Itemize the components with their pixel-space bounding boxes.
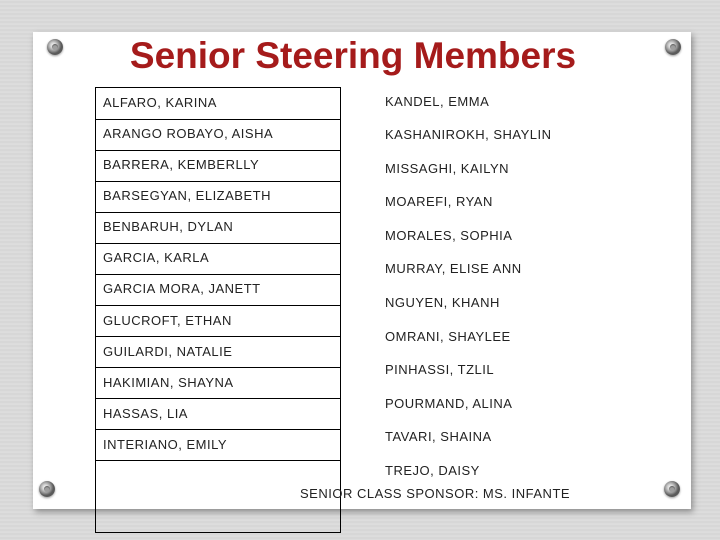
member-name: MURRAY, ELISE ANN: [385, 261, 522, 276]
member-name: POURMAND, ALINA: [385, 396, 513, 411]
member-name: PINHASSI, TZLIL: [385, 362, 495, 377]
member-name: GARCIA MORA, JANETT: [103, 281, 261, 296]
member-name: ARANGO ROBAYO, AISHA: [103, 126, 274, 141]
member-name: HAKIMIAN, SHAYNA: [103, 375, 234, 390]
member-name: OMRANI, SHAYLEE: [385, 329, 511, 344]
member-name: BARRERA, KEMBERLLY: [103, 157, 260, 172]
member-name: TREJO, DAISY: [385, 463, 480, 478]
member-name: KANDEL, EMMA: [385, 94, 490, 109]
member-name: HASSAS, LIA: [103, 406, 188, 421]
member-name: GUILARDI, NATALIE: [103, 344, 233, 359]
left-name-table: [95, 87, 341, 533]
pushpin-icon: [39, 481, 55, 497]
member-name: MISSAGHI, KAILYN: [385, 161, 510, 176]
member-name: GARCIA, KARLA: [103, 250, 210, 265]
pushpin-icon: [664, 481, 680, 497]
member-name: INTERIANO, EMILY: [103, 437, 228, 452]
slide-title: Senior Steering Members: [129, 35, 577, 76]
class-sponsor: SENIOR CLASS SPONSOR: MS. INFANTE: [300, 486, 571, 501]
member-name: MORALES, SOPHIA: [385, 228, 513, 243]
member-name: MOAREFI, RYAN: [385, 194, 493, 209]
member-name: TAVARI, SHAINA: [385, 429, 492, 444]
member-name: BARSEGYAN, ELIZABETH: [103, 188, 271, 203]
member-name: KASHANIROKH, SHAYLIN: [385, 127, 552, 142]
member-name: BENBARUH, DYLAN: [103, 219, 234, 234]
member-name: ALFARO, KARINA: [103, 95, 217, 110]
member-name: GLUCROFT, ETHAN: [103, 313, 232, 328]
member-name: NGUYEN, KHANH: [385, 295, 500, 310]
